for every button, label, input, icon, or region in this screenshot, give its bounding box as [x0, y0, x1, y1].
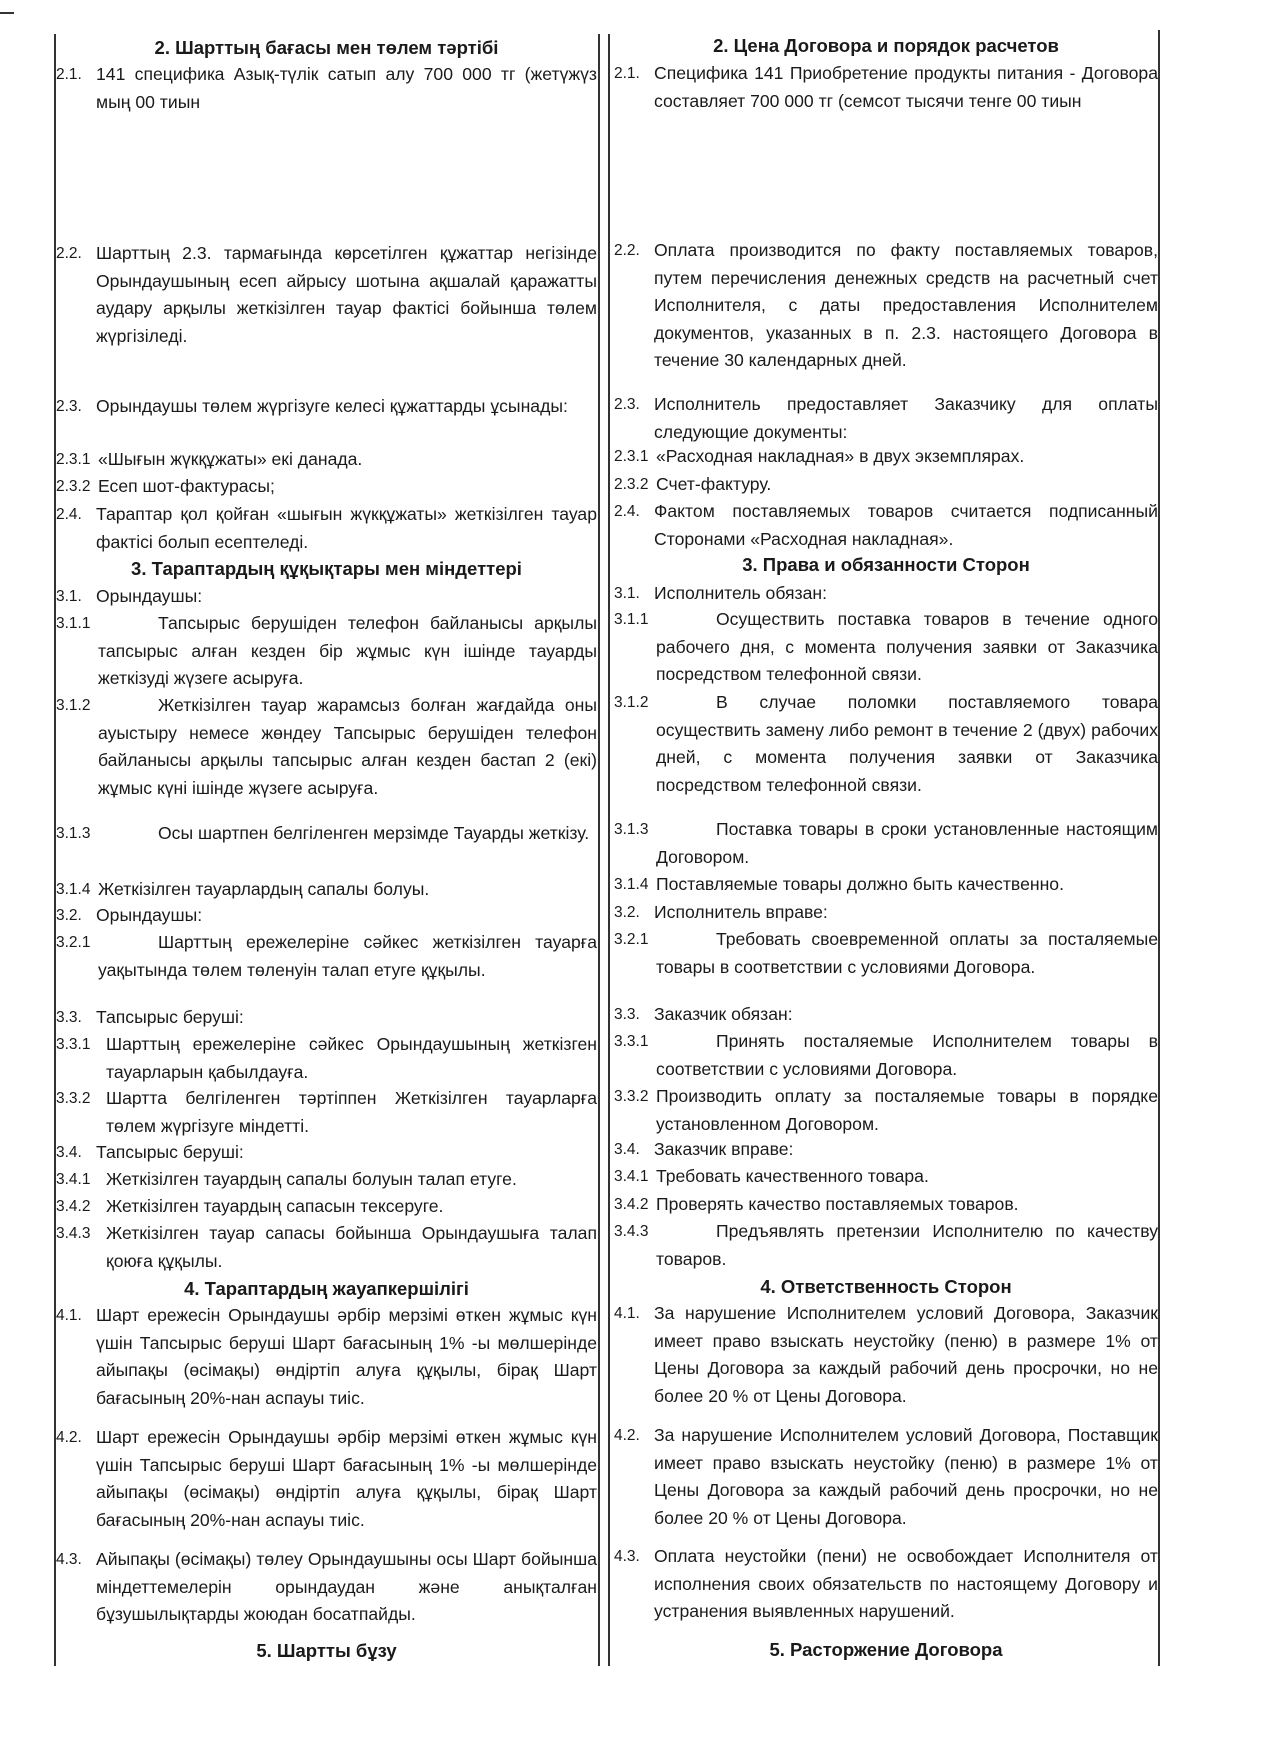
- clause-number: 4.3.: [614, 1548, 640, 1565]
- clause-number: 3.4.: [614, 1141, 640, 1158]
- clause-2-4: [614, 498, 1158, 553]
- clause-number: 2.4.: [614, 503, 640, 520]
- section-4-heading: 4. Тараптардың жауапкершілігі: [184, 1278, 469, 1299]
- section-3-heading: 3. Права и обязанности Сторон: [742, 554, 1030, 575]
- clause-number: 3.4.: [56, 1144, 82, 1161]
- clause-3-1: [56, 583, 597, 611]
- clause-number: 2.3.2: [56, 478, 91, 495]
- clause-4-3: [614, 1543, 1158, 1626]
- clause-number: 3.1.4: [614, 876, 649, 893]
- clause-text: Оплата неустойки (пени) не освобождает Исполнителя от исполнения своих обязательств по настоящему Договору и устранения выявленных нарушений.: [654, 1546, 1158, 1621]
- clause-text: Айыпақы (өсімақы) төлеу Орындаушыны осы Шарт бойынша міндеттемелерін орындаудан және анықталған бұзушылықтарды жоюдан босатпайды.: [96, 1549, 597, 1624]
- clause-2-3-2: [56, 473, 597, 501]
- clause-text: Шарттың 2.3. тармағында көрсетілген құжаттар негізінде Орындаушының есеп айрысу шотына ақшалай қаражатты аудару арқылы жеткізілген тауар фактісі бойынша төлем жүргізіледі.: [96, 243, 597, 346]
- clause-3-4-3: [56, 1220, 597, 1275]
- clause-number: 3.3.2: [56, 1090, 91, 1107]
- clause-3-3: [56, 1004, 597, 1032]
- clause-number: 3.4.2: [56, 1198, 91, 1215]
- clause-number: 2.3.: [56, 398, 82, 415]
- clause-number: 2.2.: [56, 245, 82, 262]
- clause-number: 2.3.1: [614, 448, 649, 465]
- clause-3-4-3: [614, 1218, 1158, 1273]
- column-divider-center-b: [608, 34, 610, 1666]
- clause-3-1-4: [56, 876, 597, 904]
- clause-3-1: [614, 580, 1158, 608]
- column-divider-right: [1158, 30, 1160, 1666]
- clause-text: Есеп шот-фактурасы;: [98, 476, 275, 496]
- clause-number: 2.3.: [614, 396, 640, 413]
- clause-3-3-1: [614, 1028, 1158, 1083]
- section-4-heading: 4. Ответственность Сторон: [760, 1276, 1012, 1297]
- clause-text: Жеткізілген тауар жарамсыз болған жағдайда оны ауыстыру немесе жөндеу Тапсырыс берушіден телефон байланысы арқылы тапсырыс алған кезден бастап 2 (екі) жұмыс күні ішінде жүзеге асыруға.: [98, 695, 597, 798]
- section-5-heading: 5. Расторжение Договора: [769, 1639, 1003, 1660]
- clause-text: 141 спецификa Азық-түлік сатып алу 700 000 тг (жетүжүз мың 00 тиын: [96, 64, 597, 112]
- clause-3-4-2: [614, 1191, 1158, 1219]
- clause-3-3-2: [614, 1083, 1158, 1138]
- clause-number: 3.1.2: [614, 694, 649, 711]
- clause-number: 3.2.: [56, 907, 82, 924]
- clause-text: Шарт ережесін Орындаушы әрбір мерзімі өткен жұмыс күн үшін Тапсырыс беруші Шарт бағасының 1% -ы мөлшерінде айыпақы (өсімақы) өндіртіп алуға құқылы, бірақ Шарт бағасының 20%-нан аспауы тиіс.: [96, 1305, 597, 1408]
- page-edge-mark: [0, 12, 14, 14]
- clause-2-3-1: [614, 443, 1158, 471]
- clause-3-1-2: [614, 689, 1158, 799]
- clause-number: 3.3.2: [614, 1088, 649, 1105]
- clause-number: 4.1.: [614, 1305, 640, 1322]
- clause-3-1-3: [56, 820, 597, 848]
- clause-3-2-1: [56, 929, 597, 984]
- clause-number: 3.2.1: [56, 934, 91, 951]
- clause-2-2: [614, 237, 1158, 375]
- clause-text: Требовать своевременной оплаты за посталяемые товары в соответствии с условиями Договора.: [656, 929, 1158, 977]
- clause-2-1: [56, 61, 597, 116]
- clause-4-3: [56, 1546, 597, 1629]
- clause-number: 3.2.: [614, 904, 640, 921]
- clause-4-2: [614, 1422, 1158, 1532]
- clause-text: Орындаушы төлем жүргізуге келесі құжаттарды ұсынады:: [96, 396, 568, 416]
- clause-number: 2.3.2: [614, 476, 649, 493]
- clause-4-1: [56, 1302, 597, 1412]
- clause-text: Шарт ережесін Орындаушы әрбір мерзімі өткен жұмыс күн үшін Тапсырыс беруші Шарт бағасының 1% -ы мөлшерінде айыпақы (өсімақы) өндіртіп алуға құқылы, бірақ Шарт бағасының 20%-нан аспауы тиіс.: [96, 1427, 597, 1530]
- clause-text: Принять посталяемые Исполнителем товары в соответствии с условиями Договора.: [656, 1031, 1158, 1079]
- clause-number: 4.1.: [56, 1307, 82, 1324]
- clause-number: 2.4.: [56, 506, 82, 523]
- clause-3-3-1: [56, 1031, 597, 1086]
- clause-text: Заказчик обязан:: [654, 1004, 793, 1024]
- clause-text: Исполнитель вправе:: [654, 902, 828, 922]
- clause-text: Исполнитель предоставляет Заказчику для оплаты следующие документы:: [654, 394, 1158, 442]
- clause-2-3: [56, 393, 597, 421]
- section-3-heading: 3. Тараптардың құқықтары мен міндеттері: [131, 558, 522, 579]
- clause-2-2: [56, 240, 597, 350]
- clause-4-2: [56, 1424, 597, 1534]
- clause-number: 2.3.1: [56, 451, 91, 468]
- clause-number: 3.4.1: [56, 1171, 91, 1188]
- clause-3-2: [614, 899, 1158, 927]
- clause-text: Жеткізілген тауар сапасы бойынша Орындаушыға талап қоюға құқылы.: [106, 1223, 597, 1271]
- clause-2-1: [614, 60, 1158, 115]
- clause-text: «Расходная накладная» в двух экземплярах.: [656, 446, 1025, 466]
- clause-text: Поставляемые товары должно быть качественно.: [656, 874, 1064, 894]
- clause-text: Производить оплату за посталяемые товары в порядке установленном Договором.: [656, 1086, 1158, 1134]
- clause-text: Тапсырыс беруші:: [96, 1007, 244, 1027]
- section-5-heading: 5. Шартты бұзу: [256, 1640, 397, 1661]
- clause-text: Фактом поставляемых товаров считается подписанный Сторонами «Расходная накладная».: [654, 501, 1158, 549]
- clause-number: 2.1.: [56, 66, 82, 83]
- clause-text: Осы шартпен белгіленген мерзімде Тауарды жеткізу.: [158, 823, 590, 843]
- clause-text: Заказчик вправе:: [654, 1139, 794, 1159]
- clause-text: Спецификa 141 Приобретение продукты питания - Договора составляет 700 000 тг (семсот тысячи тенге 00 тиын: [654, 63, 1158, 111]
- clause-2-3-1: [56, 446, 597, 474]
- clause-number: 3.1.: [614, 585, 640, 602]
- clause-text: В случае поломки поставляемого товара осуществить замену либо ремонт в течение 2 (двух) рабочих дней, с момента получения заявки от Заказчика посредством телефонной связи.: [656, 692, 1158, 795]
- clause-text: Тапсырыс берушіден телефон байланысы арқылы тапсырыс алған кезден бір жұмыс күн ішінде тауарды жеткізуді жүзеге асыруға.: [98, 613, 597, 688]
- clause-number: 3.1.: [56, 588, 82, 605]
- clause-3-1-1: [56, 610, 597, 693]
- clause-text: «Шығын жүкқұжаты» екі данада.: [98, 449, 363, 469]
- clause-3-1-3: [614, 816, 1158, 871]
- clause-text: Тапсырыс беруші:: [96, 1142, 244, 1162]
- clause-number: 3.1.4: [56, 881, 91, 898]
- clause-text: Предъявлять претензии Исполнителю по качеству товаров.: [656, 1221, 1158, 1269]
- clause-number: 3.1.1: [614, 611, 649, 628]
- clause-number: 3.4.1: [614, 1168, 649, 1185]
- clause-number: 3.3.1: [56, 1036, 91, 1053]
- clause-number: 3.2.1: [614, 931, 649, 948]
- section-2-heading: 2. Цена Договора и порядок расчетов: [713, 35, 1059, 56]
- clause-text: Счет-фактуру.: [656, 474, 772, 494]
- clause-3-3-2: [56, 1085, 597, 1140]
- clause-number: 3.1.2: [56, 697, 91, 714]
- clause-3-4-2: [56, 1193, 597, 1221]
- clause-3-4-1: [614, 1163, 1158, 1191]
- clause-number: 3.4.2: [614, 1196, 649, 1213]
- clause-number: 4.2.: [614, 1427, 640, 1444]
- clause-number: 2.1.: [614, 65, 640, 82]
- clause-text: Осуществить поставка товаров в течение одного рабочего дня, с момента получения заявки от Заказчика посредством телефонной связи.: [656, 609, 1158, 684]
- section-2-heading: 2. Шарттың бағасы мен төлем тәртібі: [154, 37, 499, 58]
- clause-text: Шартта белгіленген тәртіппен Жеткізілген тауарларға төлем жүргізуге міндетті.: [106, 1088, 597, 1136]
- clause-number: 4.3.: [56, 1551, 82, 1568]
- clause-2-3-2: [614, 471, 1158, 499]
- clause-number: 3.3.1: [614, 1033, 649, 1050]
- clause-3-4-1: [56, 1166, 597, 1194]
- column-divider-center-a: [598, 34, 600, 1666]
- clause-text: Оплата производится по факту поставляемых товаров, путем перечисления денежных средств на расчетный счет Исполнителя, с даты предоставления Исполнителем документов, указанных в п. 2.3. настоящего Договора в течение 30 календарных дней.: [654, 240, 1158, 370]
- clause-number: 3.1.1: [56, 615, 91, 632]
- clause-number: 3.1.3: [614, 821, 649, 838]
- clause-number: 3.1.3: [56, 825, 91, 842]
- clause-number: 3.3.: [614, 1006, 640, 1023]
- clause-text: Тараптар қол қойған «шығын жүкқұжаты» жеткізілген тауар фактісі болып есептеледі.: [96, 504, 597, 552]
- clause-text: Орындаушы:: [96, 905, 203, 925]
- clause-3-1-2: [56, 692, 597, 802]
- clause-3-1-4: [614, 871, 1158, 899]
- clause-text: Требовать качественного товара.: [656, 1166, 929, 1186]
- clause-text: Шарттың ережелеріне сәйкес жеткізілген тауарға уақытында төлем төленуін талап етуге құқылы.: [98, 932, 597, 980]
- clause-text: Поставка товары в сроки установленные настоящим Договором.: [656, 819, 1158, 867]
- clause-text: Исполнитель обязан:: [654, 583, 828, 603]
- clause-text: Проверять качество поставляемых товаров.: [656, 1194, 1019, 1214]
- clause-text: Жеткізілген тауардың сапалы болуын талап етуге.: [106, 1169, 517, 1189]
- clause-text: Жеткізілген тауардың сапасын тексеруге.: [106, 1196, 444, 1216]
- clause-4-1: [614, 1300, 1158, 1410]
- clause-number: 2.2.: [614, 242, 640, 259]
- clause-text: Жеткізілген тауарлардың сапалы болуы.: [98, 879, 430, 899]
- clause-number: 3.4.3: [614, 1223, 649, 1240]
- clause-number: 3.3.: [56, 1009, 82, 1026]
- clause-text: Орындаушы:: [96, 586, 203, 606]
- clause-text: За нарушение Исполнителем условий Договора, Поставщик имеет право взыскать неустойку (пеню) в размере 1% от Цены Договора за каждый рабочий день просрочки, но не более 20 % от Цены Договора.: [654, 1425, 1158, 1528]
- clause-2-4: [56, 501, 597, 556]
- clause-text: За нарушение Исполнителем условий Договора, Заказчик имеет право взыскать неустойку (пеню) в размере 1% от Цены Договора за каждый рабочий день просрочки, но не более 20 % от Цены Договора.: [654, 1303, 1158, 1406]
- clause-3-1-1: [614, 606, 1158, 689]
- clause-3-2-1: [614, 926, 1158, 981]
- clause-number: 3.4.3: [56, 1225, 91, 1242]
- clause-3-4: [614, 1136, 1158, 1164]
- clause-number: 4.2.: [56, 1429, 82, 1446]
- clause-text: Шарттың ережелеріне сәйкес Орындаушының жеткізген тауарларын қабылдауға.: [106, 1034, 597, 1082]
- clause-3-2: [56, 902, 597, 930]
- clause-2-3: [614, 391, 1158, 446]
- clause-3-3: [614, 1001, 1158, 1029]
- clause-3-4: [56, 1139, 597, 1167]
